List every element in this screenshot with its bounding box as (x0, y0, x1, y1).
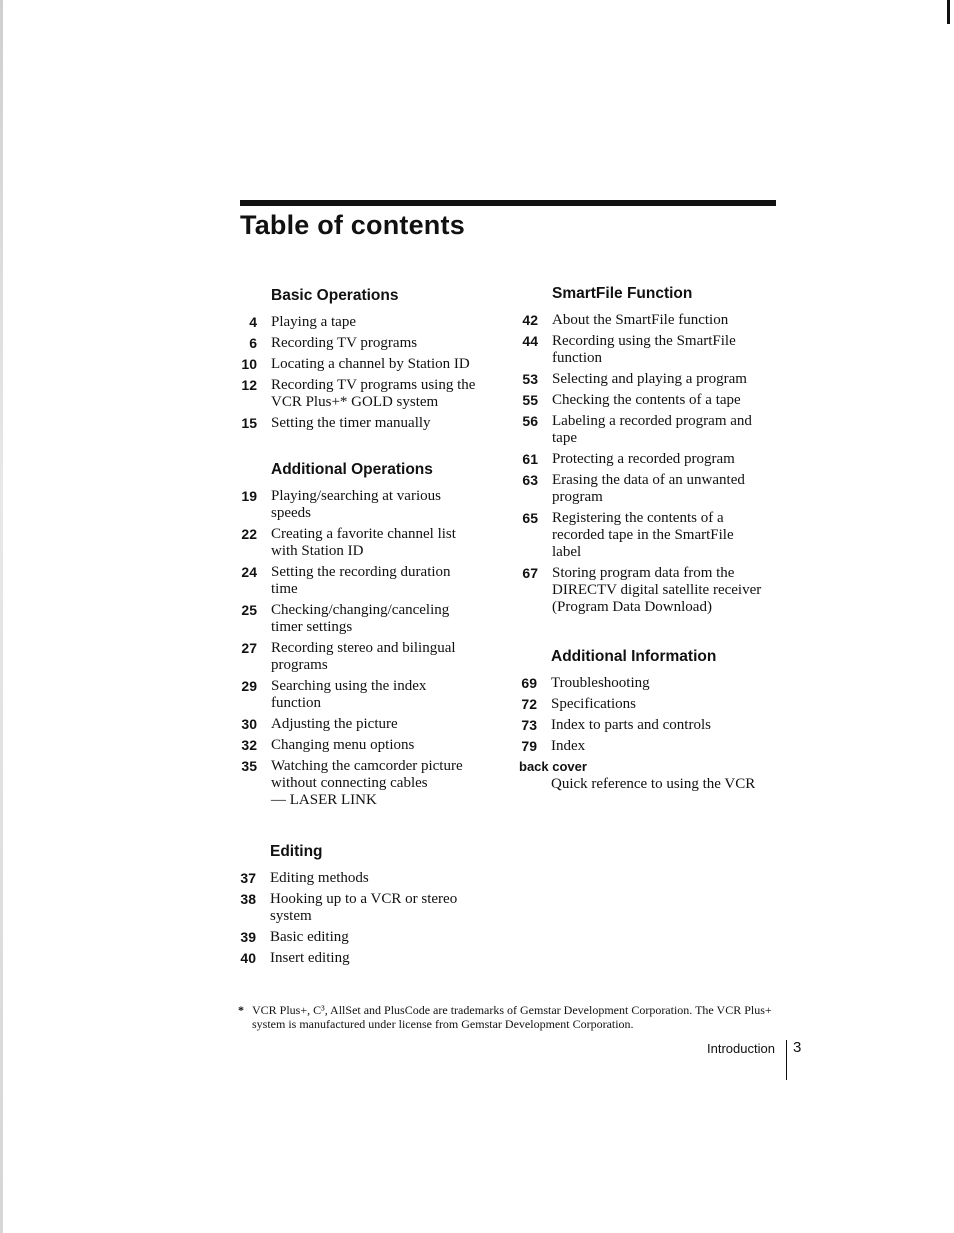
toc-entry (521, 738, 791, 755)
toc-page-number: 56 (522, 413, 538, 429)
toc-entry-title: Hooking up to a VCR or stereo system (270, 891, 458, 924)
toc-entry-title: Changing menu options (271, 737, 415, 753)
toc-entry-title: Protecting a recorded program (552, 451, 735, 467)
title-rule (240, 200, 776, 206)
toc-page-number: 69 (521, 675, 537, 691)
toc-entry (241, 758, 511, 809)
toc-entry (240, 929, 510, 946)
toc-entry (241, 716, 511, 733)
toc-page-number: 15 (241, 415, 257, 431)
toc-entry-title: Recording stereo and bilingual programs (271, 640, 456, 673)
toc-entry-title: Index to parts and controls (551, 717, 711, 733)
toc-entry-title: About the SmartFile function (552, 312, 729, 328)
toc-entry (240, 870, 510, 887)
toc-entry-title: Recording using the SmartFile function (552, 333, 736, 366)
scan-edge (0, 0, 3, 1233)
toc-entry (522, 371, 792, 388)
toc-entry-title: Index (551, 738, 586, 754)
section-basic-operations (241, 287, 511, 436)
toc-page-number: 73 (521, 717, 537, 733)
toc-entry (241, 640, 511, 674)
toc-entry-title: Watching the camcorder picture without connecting cables — LASER LINK (271, 758, 463, 808)
toc-entry (522, 312, 792, 329)
toc-page-number: 25 (241, 602, 257, 618)
footnote-mark: * (238, 1003, 244, 1017)
toc-entry-title: Adjusting the picture (271, 716, 398, 732)
footer-divider (786, 1040, 787, 1080)
toc-entry-title: Insert editing (270, 950, 350, 966)
toc-page-number: 61 (522, 451, 538, 467)
toc-entry-title: Selecting and playing a program (552, 371, 747, 387)
toc-page-number: 32 (241, 737, 257, 753)
toc-entry (522, 333, 792, 367)
toc-page-number: 19 (241, 488, 257, 504)
toc-entry (240, 950, 510, 967)
section-heading: Basic Operations (271, 287, 399, 304)
toc-entry (241, 564, 511, 598)
toc-entry (241, 377, 511, 411)
toc-entry (521, 696, 791, 713)
toc-entry-title: Locating a channel by Station ID (271, 356, 470, 372)
toc-page-number: 79 (521, 738, 537, 754)
toc-entry (521, 717, 791, 734)
toc-entry-title: Checking the contents of a tape (552, 392, 741, 408)
back-cover-label: back cover (519, 759, 587, 774)
toc-entry-title: Creating a favorite channel list with Station ID (271, 526, 456, 559)
toc-page-number: 4 (249, 314, 257, 330)
scan-mark (947, 0, 950, 24)
toc-entry-title: Editing methods (270, 870, 369, 886)
toc-entry-title: Searching using the index function (271, 678, 427, 711)
toc-page-number: 37 (240, 870, 256, 886)
back-cover-entry: Quick reference to using the VCR (551, 776, 756, 792)
toc-entry (241, 415, 511, 432)
toc-entry-title: Setting the recording duration time (271, 564, 451, 597)
toc-page-number: 39 (240, 929, 256, 945)
section-heading: Editing (270, 843, 323, 860)
toc-entry-title: Checking/changing/canceling timer settings (271, 602, 450, 635)
toc-page-number: 30 (241, 716, 257, 732)
toc-entry-title: Labeling a recorded program and tape (552, 413, 752, 446)
toc-page-number: 42 (522, 312, 538, 328)
toc-entry (522, 392, 792, 409)
toc-page-number: 12 (241, 377, 257, 393)
toc-entry (241, 602, 511, 636)
toc-entry (241, 678, 511, 712)
toc-entry (521, 675, 791, 692)
section-additional-information (519, 648, 791, 793)
toc-page-number: 67 (522, 565, 538, 581)
toc-page-number: 22 (241, 526, 257, 542)
toc-entry-title: Erasing the data of an unwanted program (552, 472, 745, 505)
toc-entry (240, 891, 510, 925)
section-heading: Additional Information (551, 648, 717, 665)
toc-page-number: 27 (241, 640, 257, 656)
toc-page-number: 29 (241, 678, 257, 694)
toc-page-number: 35 (241, 758, 257, 774)
toc-entry (522, 510, 792, 561)
toc-entry-title: Basic editing (270, 929, 349, 945)
toc-entry-title: Setting the timer manually (271, 415, 431, 431)
section-smartfile-function (522, 285, 792, 620)
toc-page-number: 44 (522, 333, 538, 349)
toc-entry-title: Specifications (551, 696, 636, 712)
toc-entry (522, 451, 792, 468)
toc-entry-title: Recording TV programs (271, 335, 418, 351)
toc-entry-title: Troubleshooting (551, 675, 650, 691)
footnote-text: VCR Plus+, C³, AllSet and PlusCode are trademarks of Gemstar Development Corporation. The VCR Plus+ system is manufactured under license from Gemstar Development Corporation. (252, 1003, 772, 1031)
section-additional-operations (241, 461, 511, 813)
toc-page-number: 63 (522, 472, 538, 488)
toc-entry-title: Playing/searching at various speeds (271, 488, 441, 521)
toc-entry-title: Storing program data from the DIRECTV digital satellite receiver (Program Data Download) (552, 565, 762, 615)
toc-page-number: 24 (241, 564, 257, 580)
toc-entry (522, 472, 792, 506)
toc-page-number: 65 (522, 510, 538, 526)
section-heading: Additional Operations (271, 461, 433, 478)
toc-entry (241, 526, 511, 560)
toc-entry (249, 335, 511, 352)
toc-page-number: 38 (240, 891, 256, 907)
toc-entry (522, 413, 792, 447)
toc-entry (241, 737, 511, 754)
toc-entry-title: Registering the contents of a recorded tape in the SmartFile label (552, 510, 734, 560)
toc-page-number: 10 (241, 356, 257, 372)
section-heading: SmartFile Function (552, 285, 693, 302)
toc-page-number: 40 (240, 950, 256, 966)
section-editing (240, 843, 510, 971)
footer-section-name: Introduction (707, 1041, 775, 1056)
page-title: Table of contents (240, 210, 465, 240)
toc-page-number: 55 (522, 392, 538, 408)
toc-entry-title: Recording TV programs using the VCR Plus+* GOLD system (271, 377, 476, 410)
toc-entry (241, 488, 511, 522)
toc-entry (241, 356, 511, 373)
toc-entry-title: Playing a tape (271, 314, 356, 330)
toc-page-number: 72 (521, 696, 537, 712)
page-number: 3 (793, 1039, 802, 1056)
toc-entry (522, 565, 792, 616)
toc-page-number: 53 (522, 371, 538, 387)
toc-entry (249, 314, 511, 331)
toc-page-number: 6 (249, 335, 257, 351)
trademark-footnote (238, 1003, 798, 1031)
